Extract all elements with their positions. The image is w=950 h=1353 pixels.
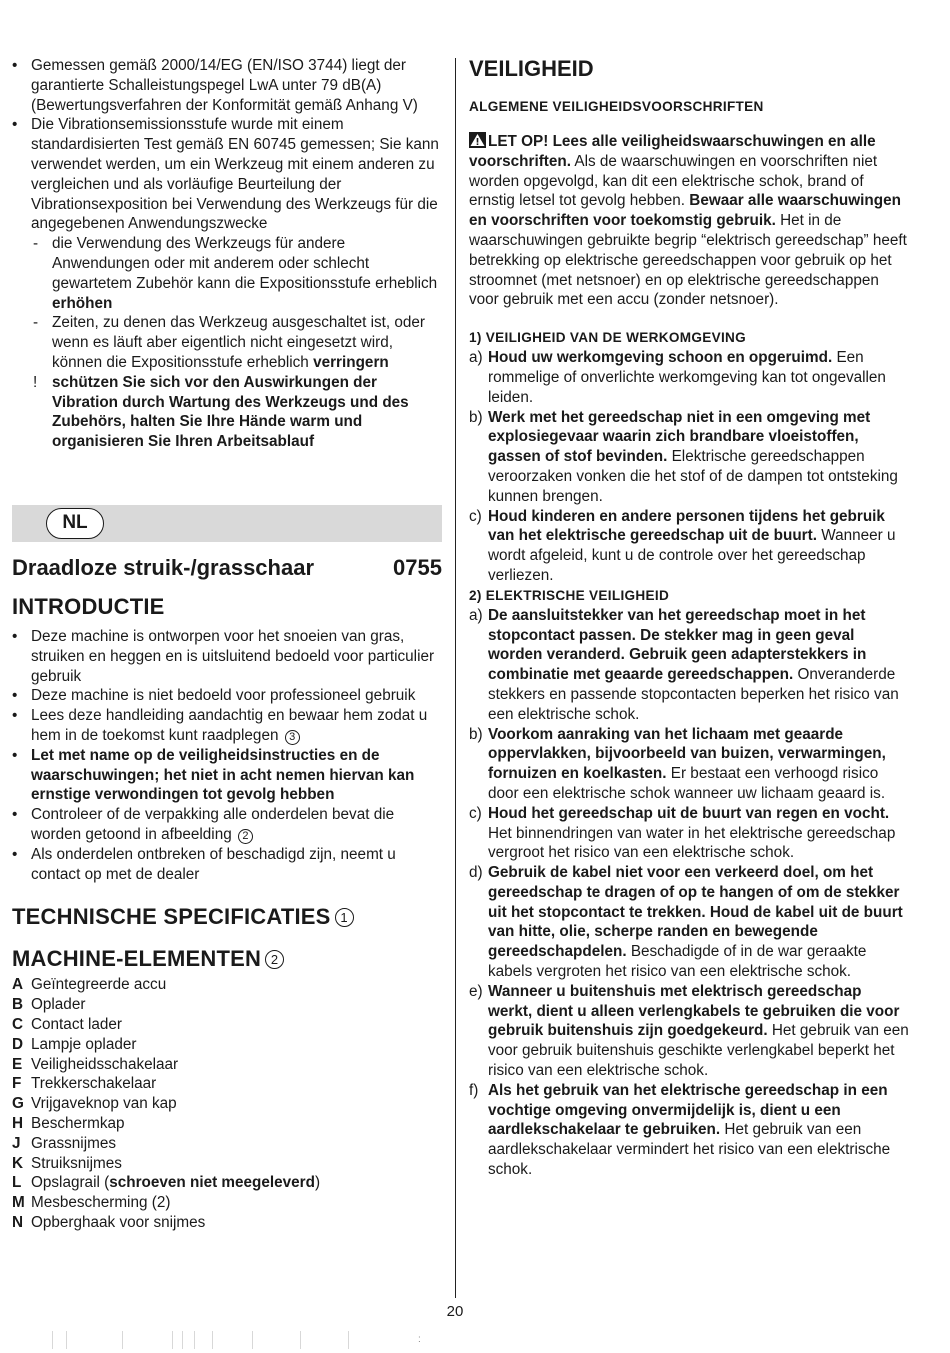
- product-number: 0755: [393, 555, 442, 580]
- part-row: [12, 1015, 442, 1035]
- part-label-after: ): [314, 1174, 321, 1192]
- safety-heading: VEILIGHEID: [469, 56, 594, 81]
- safety-item: [469, 1081, 909, 1180]
- section-2-heading: 2) ELEKTRISCHE VEILIGHEID: [469, 587, 670, 603]
- safety-item: [469, 804, 909, 863]
- warning-paragraph: LET OP! Lees alle veiligheidswaarschuwingen en alle voorschriften. Als de waarschuwingen en voorschriften niet worden opgevolgd, kan dit een elektrische schok, brand of ernstig letsel tot gevolg hebben. Bewaar alle waarschuwingen en voorschriften voor toekomstig gebruik. Het in de waarschuwingen gebruikte begrip “elektrisch gereedschap” heeft betrekking op elektrische gereedschappen voor gebruik op het stroomnet (met netsnoer) en op elektrische gereedschappen voor gebruik met een accu (zonder netsnoer).: [469, 133, 907, 309]
- item-bold: Werk met het gereedschap niet in een omgeving met explosiegevaar waarin zich brandbare vloeistoffen, gassen of stof bevinden.: [488, 408, 871, 466]
- right-column: [469, 56, 909, 1180]
- item-marker: c): [469, 804, 482, 822]
- part-row: [12, 1055, 442, 1075]
- part-row: [12, 1134, 442, 1154]
- figure-ref-2: 2: [238, 829, 253, 844]
- item-bold: Gebruik de kabel niet voor een verkeerd doel, om het gereedschap te dragen of op te hangen of om de stekker uit het stopcontact te trekken. Houd de kabel uit de buurt van hitte, olie, scherpe randen en bewegende gereedschapdelen.: [488, 864, 903, 961]
- bullet-icon: •: [12, 845, 18, 863]
- part-letter: H: [12, 1114, 24, 1132]
- language-band: [12, 505, 442, 542]
- part-label: Trekkerschakelaar: [31, 1075, 157, 1093]
- part-letter: G: [12, 1095, 24, 1113]
- part-letter: E: [12, 1055, 23, 1073]
- item-marker: d): [469, 864, 483, 882]
- item-bold: Voorkom aanraking van het lichaam met geaarde oppervlakken, bijvoorbeeld van buizen, verwarmingen, fornuizen en koelkasten.: [488, 725, 886, 783]
- part-label: Mesbescherming (2): [31, 1194, 171, 1212]
- parts-list: [12, 975, 442, 1232]
- item-marker: a): [469, 349, 483, 367]
- part-label: Beschermkap: [31, 1114, 125, 1132]
- column-divider: [455, 58, 456, 1298]
- item-text: Het gebruik van een voor gebruik buitenshuis geschikte verlengkabel beperkt het risico van een elektrische schok.: [488, 1022, 909, 1080]
- part-letter: F: [12, 1075, 22, 1093]
- product-title: Draadloze struik-/grasschaar 0755: [12, 555, 442, 580]
- intro-section: [12, 594, 442, 1233]
- item-text: Onveranderde stekkers en passende stopcontacten beperken het risico van een elektrische schok.: [488, 666, 899, 723]
- bullet-icon: •: [12, 806, 18, 824]
- item-text: Een rommelige of onverlichte werkomgeving kan tot ongevallen leiden.: [488, 349, 886, 406]
- bullet-icon: •: [12, 628, 18, 645]
- figure-ref-3: 3: [285, 730, 300, 745]
- footer-mark: :: [418, 1334, 421, 1345]
- list-item: • Controleer of de verpakking alle onderdelen bevat die worden getoond in afbeelding 2: [12, 806, 395, 843]
- item-text: Elektrische gereedschappen veroorzaken vonken die het stof of de dampen tot ontsteking kunnen brengen.: [488, 448, 898, 505]
- part-letter: N: [12, 1213, 24, 1231]
- bullet-icon: •: [12, 687, 18, 705]
- item-bold: Houd het gereedschap uit de buurt van regen en vocht.: [488, 804, 890, 822]
- part-row: [12, 1193, 442, 1213]
- part-label: Opberghaak voor snijmes: [31, 1213, 206, 1231]
- part-label: Vrijgaveknop van kap: [31, 1095, 177, 1113]
- section-2-list: [469, 606, 909, 1180]
- safety-item: [469, 982, 909, 1081]
- safety-subheading: ALGEMENE VEILIGHEIDSVOORSCHRIFTEN: [469, 99, 764, 114]
- part-letter: B: [12, 996, 24, 1014]
- part-row: [12, 1173, 442, 1193]
- item-marker: a): [469, 606, 483, 624]
- section-1-heading: 1) VEILIGHEID VAN DE WERKOMGEVING: [469, 330, 747, 346]
- item-bold: Houd uw werkomgeving schoon en opgeruimd.: [488, 349, 833, 367]
- list-item: • Deze machine is ontworpen voor het snoeien van gras, struiken en heggen en is uitsluitend bedoeld voor particulier gebruik: [12, 628, 435, 685]
- part-label: Veiligheidsschakelaar: [31, 1055, 179, 1073]
- part-row: [12, 1114, 442, 1134]
- exclamation-icon: !: [33, 373, 38, 391]
- part-row: [12, 1074, 442, 1094]
- part-label: Oplader: [31, 996, 86, 1014]
- item-marker: b): [469, 725, 483, 743]
- safety-item: [469, 348, 909, 407]
- bullet-icon: •: [12, 57, 18, 74]
- part-letter: K: [12, 1154, 24, 1172]
- part-label: Struiksnijmes: [31, 1154, 122, 1172]
- safety-item: [469, 507, 909, 586]
- list-item: • Die Vibrationsemissionsstufe wurde mit einem standardisierten Test gemäß EN 60745 gemessen; Sie kann verwendet werden, um ein Werkzeug mit einem anderen zu vergleichen und als vorläufige Beurteilung der Vibrationsexposition bei Verwendung des Werkzeugs für die angegebenen Anwendungszwecke: [12, 116, 439, 233]
- item-text: Wanneer u wordt afgeleid, kunt u de controle over het gereedschap verliezen.: [488, 527, 896, 584]
- item-marker: f): [469, 1081, 479, 1099]
- figure-ref-2: 2: [265, 950, 284, 969]
- warning-note: ! schützen Sie sich vor den Auswirkungen der Vibration durch Wartung des Werkzeugs und des Zubehörs, halten Sie Ihre Hände warm und organisieren Sie Ihren Arbeitsablauf: [33, 373, 409, 451]
- left-column: [12, 56, 442, 452]
- part-letter: L: [12, 1174, 22, 1192]
- item-bold: Wanneer u buitenshuis met elektrisch gereedschap werkt, dient u alleen verlengkabels te gebruiken die voor gebruik buitenshuis zijn goedgekeurd.: [488, 982, 900, 1040]
- safety-item: [469, 863, 909, 982]
- list-item: • Let met name op de veiligheidsinstructies en de waarschuwingen; het niet in acht nemen hiervan kan ernstige verwondingen tot gevolg hebben: [12, 746, 415, 804]
- part-letter: C: [12, 1015, 24, 1033]
- safety-item: [469, 725, 909, 804]
- part-letter: A: [12, 976, 24, 994]
- bullet-icon: •: [12, 746, 18, 764]
- part-label-bold: schroeven niet meegeleverd: [109, 1174, 315, 1192]
- list-item: • Als onderdelen ontbreken of beschadigd zijn, neemt u contact op met de dealer: [12, 845, 396, 883]
- item-bold: De aansluitstekker van het gereedschap moet in het stopcontact passen. De stekker mag in geen geval worden veranderd. Gebruik geen adapterstekkers in combinatie met geaarde gereedschappen.: [488, 606, 867, 684]
- list-item: • Deze machine is niet bedoeld voor professioneel gebruik: [12, 687, 416, 705]
- section-1-list: [469, 348, 909, 586]
- part-row: [12, 1154, 442, 1174]
- safety-item: [469, 606, 909, 725]
- part-letter: J: [12, 1134, 21, 1152]
- part-label: Lampje oplader: [31, 1035, 137, 1053]
- list-item: • Lees deze handleiding aandachtig en bewaar hem zodat u hem in de toekomst kunt raadplegen 3: [12, 707, 428, 744]
- part-label: Grassnijmes: [31, 1134, 116, 1152]
- page-number: 20: [446, 1303, 464, 1320]
- sub-list-item: - Zeiten, zu denen das Werkzeug ausgeschaltet ist, oder wenn es läuft aber eigentlich nicht eingesetzt wird, können die Expositionsstufe erheblich verringern: [33, 314, 426, 371]
- intro-heading: INTRODUCTIE: [12, 594, 165, 619]
- list-item: • Gemessen gemäß 2000/14/EG (EN/ISO 3744) liegt der garantierte Schalleistungspegel LwA unter 79 dB(A) (Bewertungsverfahren der Konformität gemäß Anhang V): [12, 57, 418, 114]
- item-text: Beschadigde of in de war geraakte kabels vergroten het risico van een elektrische schok.: [488, 943, 867, 981]
- part-label: Opslagrail (: [31, 1174, 110, 1192]
- item-marker: b): [469, 408, 483, 426]
- tech-heading: TECHNISCHE SPECIFICATIES 1: [12, 904, 442, 930]
- language-badge: NL: [46, 508, 104, 539]
- part-row: [12, 1035, 442, 1055]
- part-row: [12, 1213, 442, 1233]
- item-text: Het gebruik van een aardlekschakelaar vermindert het risico van een elektrische schok.: [488, 1121, 891, 1179]
- part-letter: D: [12, 1035, 24, 1053]
- part-row: [12, 975, 442, 995]
- item-bold: Als het gebruik van het elektrische gereedschap in een vochtige omgeving onvermijdelijk is, dient u een aardlekschakelaar te gebruiken.: [488, 1081, 888, 1139]
- warning-triangle-icon: [469, 132, 486, 148]
- safety-item: [469, 408, 909, 507]
- part-row: [12, 1094, 442, 1114]
- bullet-icon: •: [12, 116, 18, 134]
- item-bold: Houd kinderen en andere personen tijdens het gebruik van het elektrische gereedschap uit de buurt.: [488, 507, 885, 545]
- part-label: Geïntegreerde accu: [31, 976, 167, 994]
- item-text: Er bestaat een verhoogd risico door een elektrische schok wanneer uw lichaam geaard is.: [488, 765, 886, 802]
- part-letter: M: [12, 1194, 25, 1212]
- part-row: [12, 995, 442, 1015]
- figure-ref-1: 1: [335, 908, 354, 927]
- part-label: Contact lader: [31, 1015, 122, 1033]
- bullet-icon: •: [12, 707, 18, 725]
- item-text: Het binnendringen van water in het elektrische gereedschap vergroot het risico van een elektrische schok.: [488, 824, 896, 862]
- elements-heading: MACHINE-ELEMENTEN 2: [12, 946, 442, 972]
- item-marker: e): [469, 982, 483, 1000]
- footer-registration-marks: [52, 1331, 432, 1349]
- item-marker: c): [469, 507, 482, 525]
- sub-list-item: - die Verwendung des Werkzeugs für andere Anwendungen oder mit anderem oder schlecht gewartetem Zubehör kann die Expositionsstufe erheblich erhöhen: [33, 235, 438, 312]
